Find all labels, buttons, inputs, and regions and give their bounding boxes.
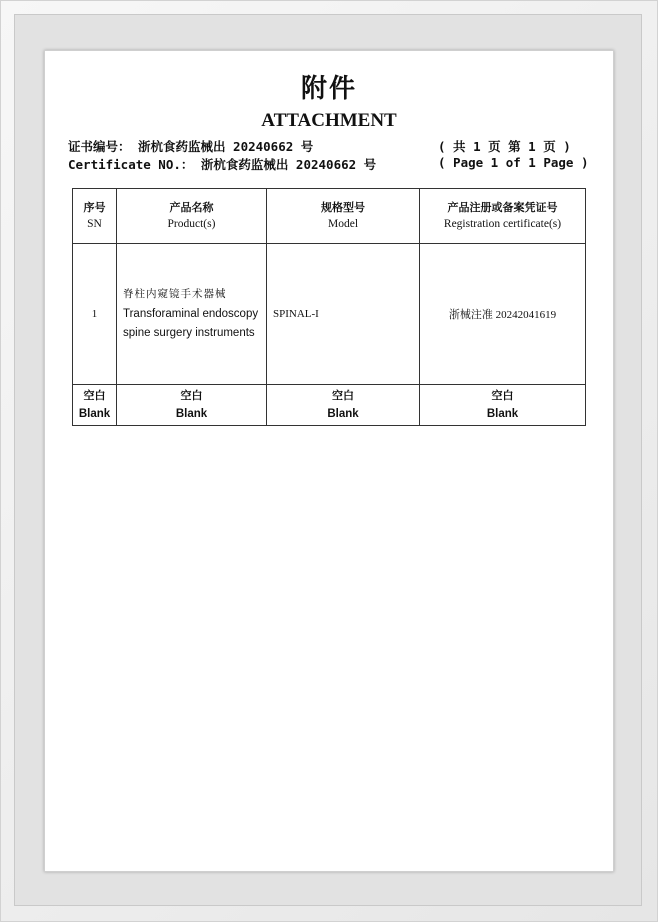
document-page	[44, 50, 614, 872]
title-english: ATTACHMENT	[261, 110, 397, 131]
table-row	[73, 244, 586, 385]
product-name-en: Transforaminal endoscopy spine surgery instruments	[123, 307, 259, 339]
table-header-row	[73, 189, 586, 244]
blank-cell: 空白 Blank	[73, 385, 117, 426]
attachment-table	[72, 188, 586, 426]
header-sn: 序号 SN	[73, 189, 117, 244]
cell-sn: 1	[73, 244, 117, 385]
header-product: 产品名称 Product(s)	[117, 189, 267, 244]
blank-cell: 空白 Blank	[267, 385, 420, 426]
cell-registration: 浙械注准 20242041619	[420, 244, 586, 385]
title-chinese: 附件	[300, 74, 357, 104]
blank-cell: 空白 Blank	[420, 385, 586, 426]
page-count-en: ( Page 1 of 1 Page )	[438, 155, 589, 170]
certificate-number-en: Certificate NO.： 浙杭食药监械出 20240662 号	[68, 157, 377, 172]
certificate-number-cn: 证书编号： 浙杭食药监械出 20240662 号	[68, 139, 314, 154]
blank-row	[73, 385, 586, 426]
page-count-cn: ( 共 1 页 第 1 页 )	[438, 139, 571, 154]
cell-product	[117, 244, 267, 385]
cell-model: SPINAL-I	[267, 244, 420, 385]
header-model: 规格型号 Model	[267, 189, 420, 244]
product-name-cn: 脊柱内窥镜手术器械	[123, 287, 227, 300]
header-registration: 产品注册或备案凭证号 Registration certificate(s)	[420, 189, 586, 244]
blank-cell: 空白 Blank	[117, 385, 267, 426]
